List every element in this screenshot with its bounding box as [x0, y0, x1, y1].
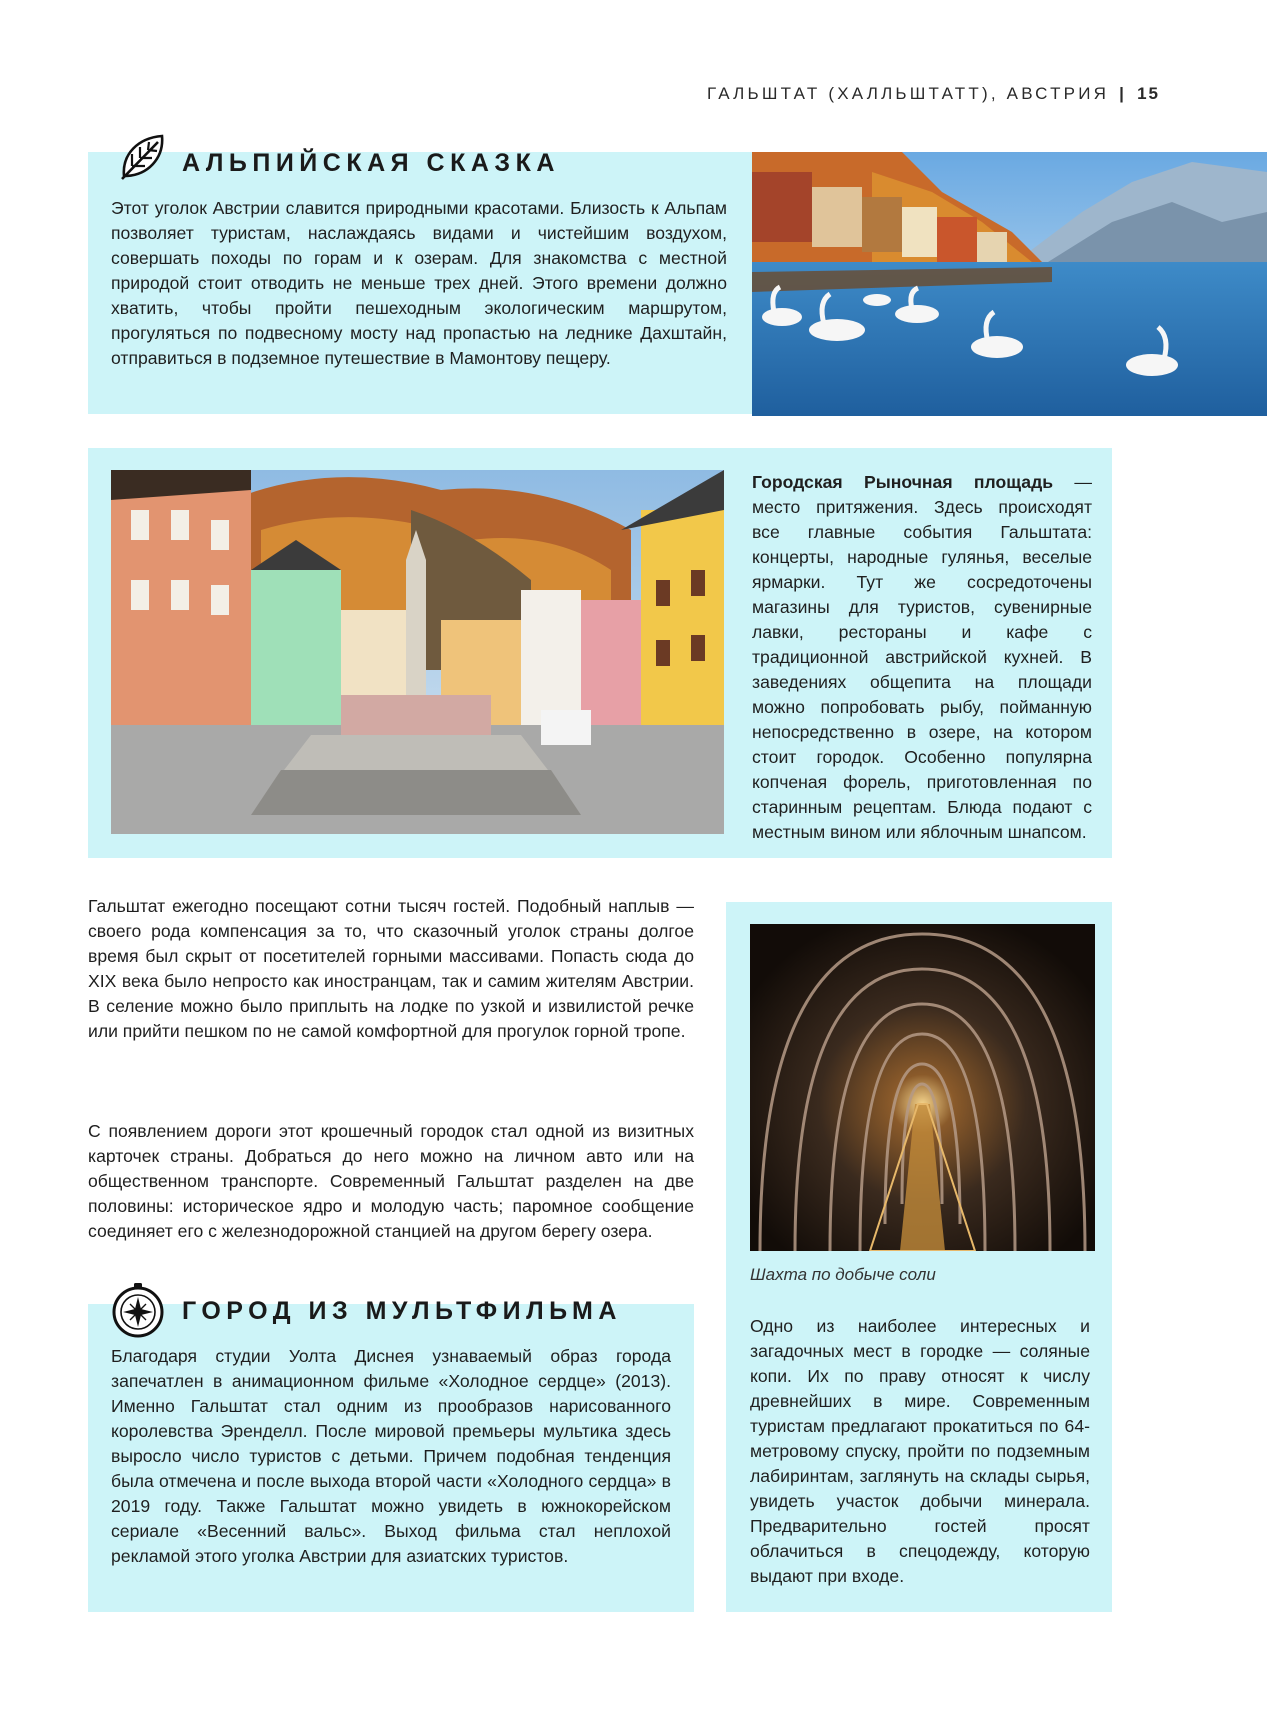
lake-swans-photo [752, 152, 1267, 416]
running-head-title: ГАЛЬШТАТ (ХАЛЛЬШТАТТ), АВСТРИЯ [706, 84, 1110, 103]
section2-title: ГОРОД ИЗ МУЛЬТФИЛЬМА [182, 1297, 622, 1325]
running-head [707, 84, 1160, 104]
section1-title: АЛЬПИЙСКАЯ СКАЗКА [182, 149, 560, 177]
market-text: — место притяжения. Здесь происходят все главные события Гальштата: концерты, народные гулянья, веселые ярмарки. Тут же сосредоточены магазины для туристов, сувенирные лавки, рестораны и кафе с традиционной австрийской кухней. В заведениях общепита на площади можно попробовать рыбу, пойманную непосредственно в озере, на котором стоит городок. Особенно популярна копченая форель, приготовленная по старинным рецептам. Блюда подают с местным вином или яблочным шнапсом. [752, 472, 1092, 842]
market-square-photo [111, 470, 724, 834]
salt-mine-photo [750, 924, 1095, 1251]
history-paragraph-2: С появлением дороги этот крошечный городок стал одной из визитных карточек страны. Добраться до него можно на личном авто или на общественном транспорте. Современный Гальштат разделен на две половины: историческое ядро и молодую часть; паромное сообщение соединяет его с железнодорожной станцией на другом берегу озера. [88, 1121, 694, 1241]
market-body [752, 470, 1092, 845]
market-lead: Городская Рыночная площадь [752, 472, 1054, 492]
page-number: 15 [1137, 84, 1160, 103]
mine-caption: Шахта по добыче соли [750, 1265, 936, 1284]
running-head-separator: | [1119, 84, 1128, 103]
leaf-icon [118, 132, 168, 182]
compass-icon [110, 1283, 166, 1339]
history-paragraph-1: Гальштат ежегодно посещают сотни тысяч гостей. Подобный наплыв — своего рода компенсация за то, что сказочный уголок страны долгое время был скрыт от посетителей горными массивами. Попасть сюда до XIX века было непросто как иностранцам, так и самим жителям Австрии. В селение можно было приплыть на лодке по узкой и извилистой речке или прийти пешком по не самой комфортной для прогулок горной тропе. [88, 896, 694, 1041]
section2-body: Благодаря студии Уолта Диснея узнаваемый образ города запечатлен в анимационном фильме «Холодное сердце» (2013). Именно Гальштат стал одним из прообразов нарисованного королевства Эренделл. После мировой премьеры мультика здесь выросло число туристов с детьми. Причем подобная тенденция была отмечена и после выхода второй части «Холодного сердца» в 2019 году. Также Гальштат можно увидеть в южнокорейском сериале «Весенний вальс». Выход фильма стал неплохой рекламой этого уголка Австрии для азиатских туристов. [111, 1346, 671, 1566]
mine-body: Одно из наиболее интересных и загадочных мест в городке — соляные копи. Их по праву относят к числу древнейших в мире. Современным туристам предлагают прокатиться по 64-метровому спуску, пройти по подземным лабиринтам, заглянуть на склады сырья, увидеть участок добычи минерала. Предварительно гостей просят облачиться в спецодежду, которую выдают при входе. [750, 1316, 1090, 1586]
section1-body: Этот уголок Австрии славится природными красотами. Близость к Альпам позволяет туристам, наслаждаясь видами и чистейшим воздухом, совершать походы по горам и к озерам. Для знакомства с местной природой стоит отводить не меньше трех дней. Этого времени должно хватить, чтобы пройти пешеходным экологическим маршрутом, прогуляться по подвесному мосту над пропастью на леднике Дахштайн, отправиться в подземное путешествие в Мамонтову пещеру. [111, 198, 727, 368]
